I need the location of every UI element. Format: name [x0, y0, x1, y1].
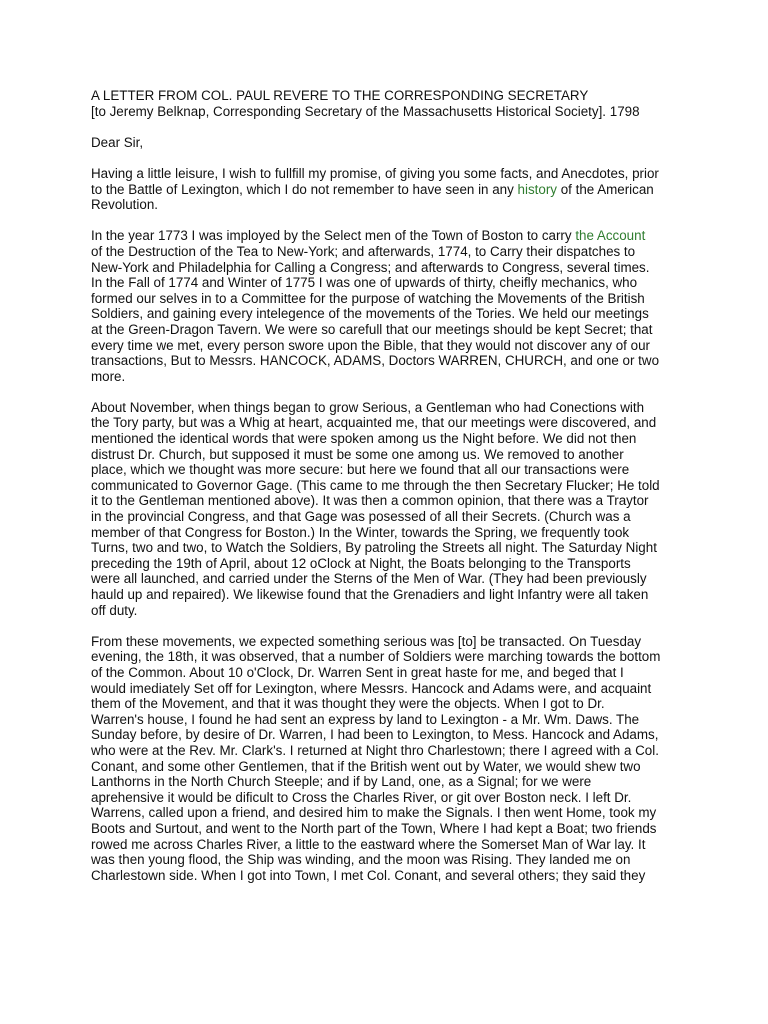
line-text: to the Battle of Lexington, which I do not remember to have seen in any — [91, 181, 518, 197]
letter-header — [91, 88, 691, 119]
letter-title: A LETTER FROM COL. PAUL REVERE TO THE CORRESPONDING SECRETARY — [91, 88, 589, 103]
inline-link-history[interactable]: history — [517, 181, 557, 197]
text-line: the Tory party, but was a Whig at heart, acquainted me, that our meetings were discovered, and — [91, 415, 657, 431]
text-line: member of that Congress for Boston.) In the Winter, towards the Spring, we frequently took — [91, 524, 630, 540]
text-line: aprehensive it would be dificult to Cross the Charles River, or git over Boston neck. I left Dr. — [91, 789, 632, 805]
text-line: In the Fall of 1774 and Winter of 1775 I was one of upwards of thirty, cheifly mechanics, who — [91, 275, 638, 291]
text-line: Boots and Surtout, and went to the North part of the Town, Where I had kept a Boat; two friends — [91, 820, 657, 836]
letter-subtitle: [to Jeremy Belknap, Corresponding Secretary of the Massachusetts Historical Society]. 1798 — [91, 103, 640, 119]
text-line: Sunday before, by desire of Dr. Warren, I had been to Lexington, to Mess. Hancock and Adams, — [91, 727, 659, 743]
text-line: Warren's house, I found he had sent an express by land to Lexington - a Mr. Wm. Daws. The — [91, 711, 640, 727]
text-line: formed our selves in to a Committee for the purpose of watching the Movements of the British — [91, 290, 645, 306]
text-line: mentioned the identical words that were spoken among us the Night before. We did not then — [91, 431, 637, 447]
letter-body — [91, 166, 691, 883]
text-line: From these movements, we expected something serious was [to] be transacted. On Tuesday — [91, 633, 642, 649]
text-line: hauld up and repaired). We likewise found that the Grenadiers and light Infantry were all taken — [91, 587, 649, 602]
paragraph-2 — [91, 228, 691, 384]
paragraph-4 — [91, 634, 691, 884]
text-line: of the Common. About 10 o'Clock, Dr. Warren Sent in great haste for me, and beged that I — [91, 664, 624, 680]
text-line — [91, 182, 691, 198]
text-line: was then young flood, the Ship was winding, and the moon was Rising. They landed me on — [91, 852, 631, 868]
text-line: About November, when things began to grow Serious, a Gentleman who had Conections with — [91, 399, 645, 415]
paragraph-3 — [91, 400, 691, 618]
letter-document — [91, 88, 691, 899]
text-line: it to the Gentleman mentioned above). It was then a common opinion, that there was a Traytor — [91, 493, 649, 509]
line-text: In the year 1773 I was imployed by the Select men of the Town of Boston to carry — [91, 228, 576, 244]
text-line: transactions, But to Messrs. HANCOCK, ADAMS, Doctors WARREN, CHURCH, and one or two — [91, 353, 660, 369]
text-line: would imediately Set off for Lexington, where Messrs. Hancock and Adams were, and acquaint — [91, 680, 652, 696]
text-line: Lanthorns in the North Church Steeple; and if by Land, one, as a Signal; for we were — [91, 774, 592, 790]
text-line: in the provincial Congress, and that Gage was posessed of all their Secrets. (Church was a — [91, 509, 631, 525]
text-line: Having a little leisure, I wish to fullfill my promise, of giving you some facts, and Anecdotes, prior — [91, 165, 659, 181]
text-line: at the Green-Dragon Tavern. We were so carefull that our meetings should be kept Secret; that — [91, 321, 653, 337]
text-line: communicated to Governor Gage. (This came to me through the then Secretary Flucker; He told — [91, 477, 660, 493]
text-line: evening, the 18th, it was observed, that a number of Soldiers were marching towards the bottom — [91, 649, 661, 665]
text-line: Warrens, called upon a friend, and desired him to make the Signals. I then went Home, took my — [91, 805, 657, 821]
letter-salutation: Dear Sir, — [91, 134, 144, 150]
line-text: of the American — [556, 181, 654, 197]
text-line: were all launched, and carried under the Sterns of the Men of War. (They had been previously — [91, 571, 647, 587]
text-line: New-York and Philadelphia for Calling a Congress; and afterwards to Congress, several times. — [91, 259, 650, 275]
text-line: more. — [91, 368, 126, 384]
text-line: Charlestown side. When I got into Town, I met Col. Conant, and several others; they said they — [91, 867, 646, 883]
text-line: preceding the 19th of April, about 12 oClock at Night, the Boats belonging to the Transports — [91, 555, 631, 571]
text-line: Conant, and some other Gentlemen, that if the British went out by Water, we would shew two — [91, 758, 641, 774]
text-line: who were at the Rev. Mr. Clark's. I returned at Night thro Charlestown; there I agreed with a Col. — [91, 742, 659, 758]
text-line: place, which we thought was more secure: but here we found that all our transactions were — [91, 462, 630, 478]
text-line: rowed me across Charles River, a little to the eastward where the Somerset Man of War lay. It — [91, 836, 646, 852]
inline-link-the-account[interactable]: the Account — [575, 228, 646, 244]
text-line: Soldiers, and gaining every intelegence of the movements of the Tories. We held our meetings — [91, 306, 649, 322]
text-line — [91, 228, 691, 244]
text-line: every time we met, every person swore upon the Bible, that they would not discover any of our — [91, 337, 650, 353]
text-line: distrust Dr. Church, but supposed it must be some one among us. We removed to another — [91, 446, 624, 462]
text-line: of the Destruction of the Tea to New-York; and afterwards, 1774, to Carry their dispatches to — [91, 243, 636, 259]
text-line: off duty. — [91, 602, 138, 618]
paragraph-1 — [91, 166, 691, 213]
text-line: them of the Movement, and that it was thought they were the objects. When I got to Dr. — [91, 696, 605, 712]
text-line: Revolution. — [91, 197, 158, 213]
text-line: Turns, two and two, to Watch the Soldiers, By patroling the Streets all night. The Saturday Night — [91, 540, 657, 556]
